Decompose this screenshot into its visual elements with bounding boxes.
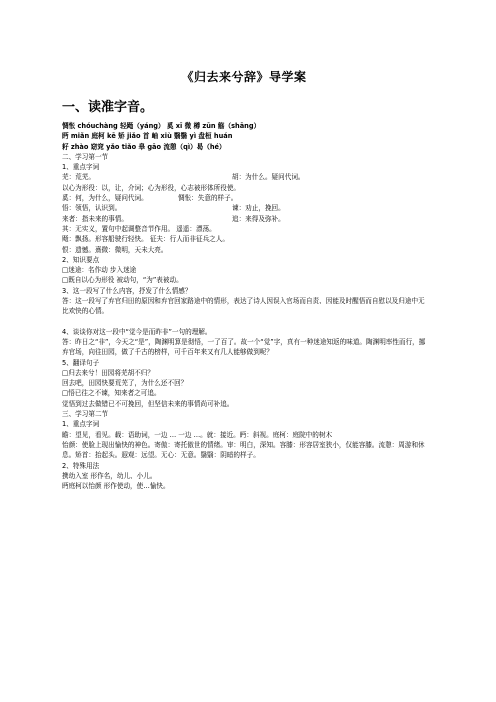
- section-3-sub-special: 2、特殊用法: [62, 461, 100, 470]
- vocab-line: 以心为形役：以，让，介词；心为形役，心志被形体所役使。: [62, 183, 241, 192]
- section-2-sub-vocab: 1、重点字词: [62, 163, 100, 172]
- vocab-line: 其：无实义，置句中起调整音节作用。 遥遥：漂荡。: [62, 224, 216, 233]
- pronunciation-line: 惆怅 chóuchàng 轻飏（yáng） 奚 xī 微 樽 zūn 觞（shāng）: [62, 122, 261, 130]
- pronunciation-line: 耔 zhào 窈窕 yǎo tiǎo 皋 gāo 流憩（qì）曷（hé）: [62, 142, 226, 151]
- section-3-sub-vocab: 1、重点字词: [62, 420, 100, 429]
- point-line: □既自以心为形役 被动句，“为”表被动。: [62, 276, 183, 285]
- section-3-heading: 三、学习第二节: [62, 410, 109, 419]
- section-1-heading: 一、读准字音。: [62, 100, 154, 115]
- point-line: □迷途：名作动 步入迷途: [62, 266, 137, 275]
- translation-line: □悟已往之不谏，知来者之可追。: [62, 389, 161, 398]
- section-2-heading: 二、学习第一节: [62, 152, 109, 161]
- special-usage-line: 携幼入室 形作名，幼儿、小儿。: [62, 471, 157, 480]
- vocab-line: 悟：领悟，认识到。 谏：劝止，挽回。: [62, 204, 285, 213]
- vocab-paragraph: 瞻：望见，看见。载：语助词，一边 … 一边 …。就：接近。眄：斜视。庭柯：庭院中的树木: [62, 430, 333, 439]
- question-5: 5、翻译句子: [62, 358, 100, 367]
- answer-4: 答：昨日之“非”，今天之“是”，陶渊明算是彻悟，一了百了。故一个“觉”字，真有一种迷途知返的味道。陶渊明率性而行，挪弃官场，向往田园，做了千古的榜样，可千百年来又有几人能够做到呢？: [62, 337, 426, 357]
- vocab-paragraph: 怡颜：使脸上现出愉快的神色。寄傲：寄托傲世的情绪。审：明白，深知。容膝：形容居室狭小，仅能容膝。流憩：周游和休息。矫首：抬起头。遐观：远望。无心：无意。翳翳：阴暗的样子。: [62, 440, 425, 460]
- section-2: [62, 152, 426, 409]
- section-3: [62, 409, 426, 491]
- vocab-line: 飏：飘扬。形容船驶行轻快。 征夫：行人而非征兵之人。: [62, 235, 229, 244]
- vocab-line: 来者：指未来的事情。 追：来得及弥补。: [62, 214, 285, 223]
- section-2-sub-points: 2、知识要点: [62, 255, 100, 264]
- document-title: 《归去来兮辞》导学案: [181, 70, 307, 84]
- vocab-line: 奚：何，为什么，疑问代词。 惆怅：失意的样子。: [62, 194, 238, 203]
- translation-line: 回去吧，田园快要荒芜了，为什么还不回？: [62, 379, 188, 388]
- special-usage-line: 眄庭柯以怡颜 形作使动，使…愉快。: [62, 482, 170, 491]
- translation-line: 觉悟到过去做错已不可挽回，但坚信未来的事情尚可补追。: [62, 399, 234, 408]
- translation-line: □归去来兮！田园将芜胡不归？: [62, 368, 154, 377]
- answer-3: 答：这一段写了弃官归田的原因和弃官回家路途中的情形，表达了诗人因误入官场而自责、因能及时醒悟而自慰以及归途中无比欢快的心情。: [62, 297, 425, 316]
- question-4: 4、谈谈你对这一段中“觉今是而昨非”一句的理解。: [62, 327, 212, 336]
- vocab-line: 恨：遗憾。熹微：微明，天未大亮。: [62, 245, 168, 254]
- pronunciation-line: 眄 miǎn 庭柯 kē 矫 jiǎo 首 岫 xiù 翳翳 yì 盘桓 huán: [62, 132, 233, 141]
- vocab-line: 芜：荒芜。 胡：为什么。疑问代词。: [62, 173, 305, 182]
- pronunciation-list: [62, 121, 426, 152]
- question-3: 3、这一段写了什么内容，抒发了什么情感？: [62, 286, 192, 295]
